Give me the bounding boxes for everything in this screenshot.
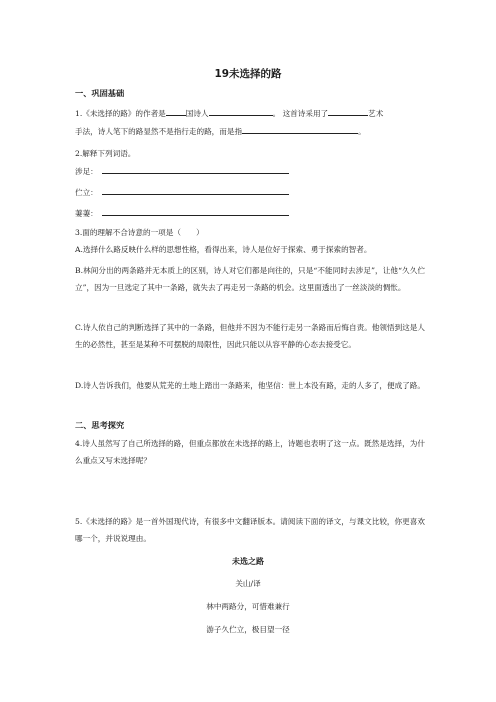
q3-option-d: D.诗人告诉我们，他要从荒芜的土地上踏出一条路来，他坚信：世上本没有路，走的人多了，便成了路。 xyxy=(75,381,425,390)
q2-term-3-label: 萋萋： xyxy=(75,209,98,218)
page-title: 19未选择的路 xyxy=(214,68,282,80)
q2-term-2 xyxy=(75,186,425,198)
q2-term-2-blank[interactable] xyxy=(102,186,289,195)
q1-text-a: 1.《未选择的路》的作者是 xyxy=(75,109,166,118)
question-2-stem: 2.解释下列词语。 xyxy=(75,149,136,158)
question-3-stem: 3.面的理解不合诗意的一项是（ ） xyxy=(75,228,204,237)
section-heading-basics: 一、巩固基础 xyxy=(75,88,125,98)
q2-term-3 xyxy=(75,207,425,219)
question-1-line-1 xyxy=(75,107,425,119)
q1-text-c: 。 这首诗采用了 xyxy=(272,109,329,118)
q1-blank-author[interactable] xyxy=(166,107,186,116)
q3-option-c: C.诗人依自己的判断选择了其中的一条路，但他并不因为不能行走另一条路而后悔自责。他领悟到这是人生的必然性，甚至是某种不可摆脱的局限性，因此只能以从容平静的心态去接受它。 xyxy=(75,323,425,349)
q1-text-d: 艺术 xyxy=(368,109,384,118)
q1-blank-technique[interactable] xyxy=(328,107,368,116)
q3-option-a: A.选择什么路反映什么样的思想性格，看得出来，诗人是位好于探索、勇于探索的智者。 xyxy=(75,245,372,254)
section-heading-inquiry: 二、思考探究 xyxy=(75,420,125,430)
q1-text-e: 手法，诗人笔下的路显然不是指行走的路，而是指 xyxy=(75,127,243,136)
q2-term-1 xyxy=(75,165,425,177)
q2-term-1-blank[interactable] xyxy=(102,165,289,174)
q1-blank-poet[interactable] xyxy=(209,107,273,116)
poem-translator: 关山/译 xyxy=(235,579,261,588)
q1-text-b: 国诗人 xyxy=(185,109,209,118)
poem-title: 未选之路 xyxy=(232,557,264,566)
question-4: 4.诗人虽然写了自己所选择的路，但重点都放在未选择的路上，诗题也表明了这一点。既然是选择，为什么重点又写未选择呢？ xyxy=(75,439,425,465)
q3-option-b: B.林间分出的两条路并无本质上的区别，诗人对它们都是向往的，只是“不能同时去涉足”，让他“久久伫立”，因为一旦选定了其中一条路，就失去了再走另一条路的机会。这里面透出了一丝淡淡的惆怅。 xyxy=(75,266,425,292)
q2-term-1-label: 涉足： xyxy=(75,167,98,176)
question-5: 5.《未选择的路》是一首外国现代诗，有很多中文翻译版本。请阅读下面的译文，与课文比较，你更喜欢哪一个，并说说理由。 xyxy=(75,517,425,543)
q2-term-3-blank[interactable] xyxy=(102,207,289,216)
poem-line-2: 游子久伫立，极目望一径 xyxy=(206,625,290,634)
q1-text-f: 。 xyxy=(358,127,366,136)
q1-blank-meaning[interactable] xyxy=(242,125,358,134)
q2-term-2-label: 伫立： xyxy=(75,188,98,197)
question-1-line-2 xyxy=(75,125,425,137)
poem-line-1: 林中两路分，可惜难兼行 xyxy=(206,602,290,611)
